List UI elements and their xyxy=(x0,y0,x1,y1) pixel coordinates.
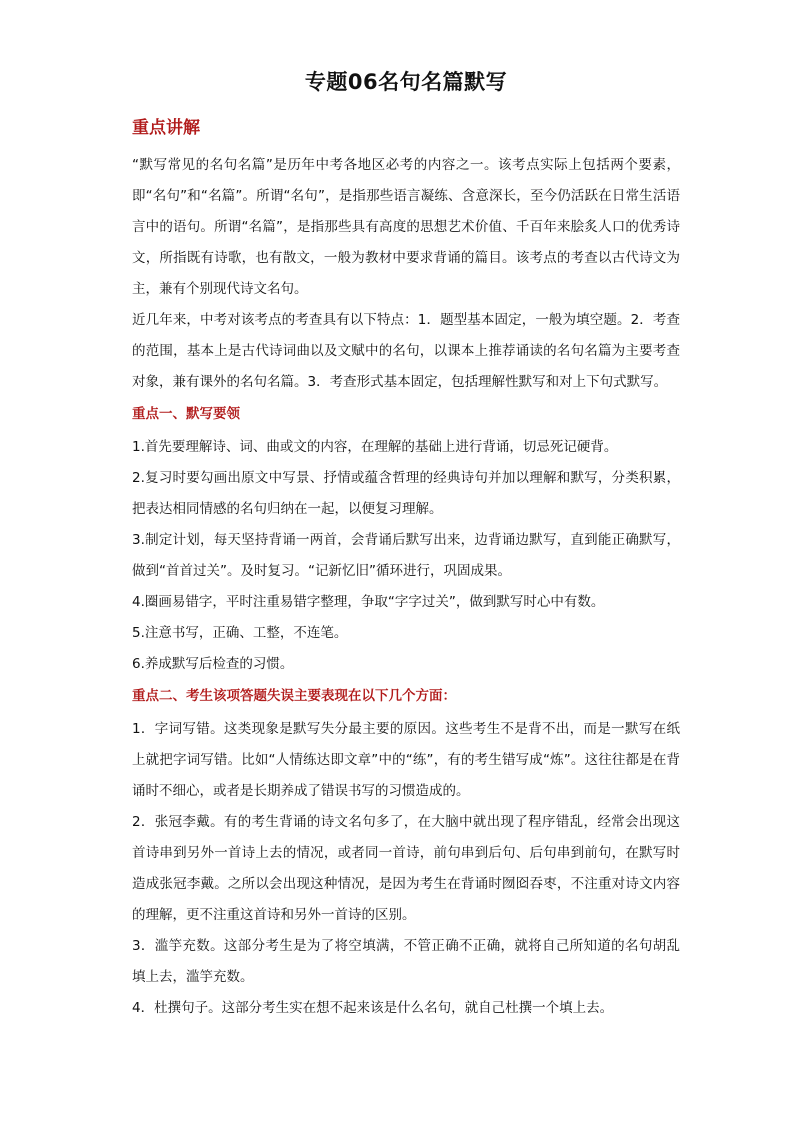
intro-paragraph-2: 近几年来，中考对该考点的考查具有以下特点：1．题型基本固定，一般为填空题。2．考查的范围，基本上是古代诗词曲以及文赋中的名句，以课本上推荐诵读的名句名篇为主要考查对象，兼有课外的名句名篇。3．考查形式基本固定，包括理解性默写和对上下句式默写。 xyxy=(132,312,680,390)
key-point-1-heading: 重点一、默写要领 xyxy=(132,406,240,422)
key-point-1-item: 5.注意书写，正确、工整，不连笔。 xyxy=(132,625,348,641)
key-point-1-item: 1.首先要理解诗、词、曲或文的内容，在理解的基础上进行背诵，切忌死记硬背。 xyxy=(132,439,618,455)
document-page xyxy=(132,66,680,1024)
section-heading: 重点讲解 xyxy=(132,118,200,138)
key-point-1-item: 3.制定计划，每天坚持背诵一两首，会背诵后默写出来，边背诵边默写，直到能正确默写，做到“首首过关”。及时复习。“记新忆旧”循环进行，巩固成果。 xyxy=(132,532,680,579)
intro-paragraph-1: “默写常见的名句名篇”是历年中考各地区必考的内容之一。该考点实际上包括两个要素，即“名句”和“名篇”。所谓“名句”，是指那些语言凝练、含意深长，至今仍活跃在日常生活语言中的语句。所谓“名篇”，是指那些具有高度的思想艺术价值、千百年来脍炙人口的优秀诗文，所指既有诗歌，也有散文，一般为教材中要求背诵的篇目。该考点的考查以古代诗文为主，兼有个别现代诗文名句。 xyxy=(132,157,680,297)
key-point-2-item: 3．滥竽充数。这部分考生是为了将空填满，不管正确不正确，就将自己所知道的名句胡乱填上去，滥竽充数。 xyxy=(132,938,680,985)
key-point-2-item: 2．张冠李戴。有的考生背诵的诗文名句多了，在大脑中就出现了程序错乱，经常会出现这首诗串到另外一首诗上去的情况，或者同一首诗，前句串到后句、后句串到前句，在默写时造成张冠李戴。之所以会出现这种情况，是因为考生在背诵时囫囵吞枣，不注重对诗文内容的理解，更不注重这首诗和另外一首诗的区别。 xyxy=(132,814,680,923)
key-point-1-item: 6.养成默写后检查的习惯。 xyxy=(132,656,294,672)
key-point-2-heading: 重点二、考生该项答题失误主要表现在以下几个方面： xyxy=(132,688,456,704)
key-point-2-item: 4．杜撰句子。这部分考生实在想不起来该是什么名句，就自己杜撰一个填上去。 xyxy=(132,1000,614,1016)
page-title: 专题06名句名篇默写 xyxy=(304,70,508,94)
key-point-1-item: 4.圈画易错字，平时注重易错字整理，争取“字字过关”，做到默写时心中有数。 xyxy=(132,594,605,610)
key-point-2-item: 1．字词写错。这类现象是默写失分最主要的原因。这些考生不是背不出，而是一默写在纸上就把字词写错。比如“人情练达即文章”中的“练”，有的考生错写成“炼”。这往往都是在背诵时不细心，或者是长期养成了错误书写的习惯造成的。 xyxy=(132,721,680,799)
key-point-1-item: 2.复习时要勾画出原文中写景、抒情或蕴含哲理的经典诗句并加以理解和默写，分类积累，把表达相同情感的名句归纳在一起，以便复习理解。 xyxy=(132,470,680,517)
